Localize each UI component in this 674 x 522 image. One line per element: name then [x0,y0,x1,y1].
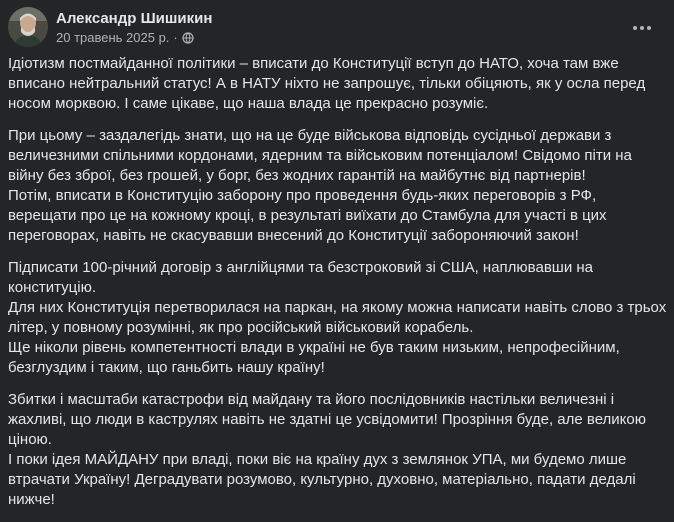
post-text-line: безглуздим і таким, що ганьбить нашу країну! [8,359,325,376]
post-body [8,54,667,522]
post-paragraph [8,390,663,510]
author-name[interactable]: Александр Шишикин [56,9,213,27]
post-text-line: При цьому – заздалегідь знати, що на це буде військова відповідь сусідньої держави з [8,127,612,144]
post-text-line: втрачати Україну! Деградувати розумово, культурно, духовно, матеріально, падати дедалі [8,471,636,488]
post-text-line: ціною. [8,431,52,448]
post-text-line: вписано нейтральний статус! А в НАТУ ніхто не запрошує, тільки обіцяють, як у осла перед [8,75,646,92]
meta-separator: · [173,29,178,45]
post-text-line: Ще ніколи рівень компетентності влади в україні не був таким низьким, непрофесійним, [8,339,620,356]
post-text-line: Потім, вписати в Конституцію заборону про проведення будь-яких переговорів з РФ, [8,187,597,204]
post-date[interactable]: 20 травень 2025 р. [56,29,170,45]
post-text-line: нижче! [8,491,55,508]
post-text-line: переговорах, навіть не скасувавши внесений до Конституції забороняючий закон! [8,227,579,244]
post-text-line: величезними спільними кордонами, ядерним та військовим потенціалом! Свідомо піти на [8,147,632,164]
post-meta [56,30,212,46]
post-text-line: Підписати 100-річний договір з англійцями та безстроковий зі США, наплювавши на [8,259,593,276]
post-text-line: конституцію. [8,279,96,296]
post-text-line: Ідіотизм постмайданної політики – вписати до Конституції вступ до НАТО, хоча там вже [8,55,619,72]
avatar-image [8,7,48,47]
post-text-line: Збитки і масштаби катастрофи від майдану та його послідовників настільки величезні і [8,391,615,408]
post-text-line: літер, у повному розумінні, як про російський військовий корабель. [8,319,474,336]
post-text-line: носом морквою. І саме цікаве, що наша влада це прекрасно розуміє. [8,95,489,112]
post-header [8,4,212,50]
author-block [56,9,212,46]
globe-icon[interactable] [182,32,194,44]
more-options-dot [647,26,651,30]
more-options-dot [640,26,644,30]
post-paragraph [8,126,663,246]
post-text-line: жахливі, що люди в каструлях навіть не здатні це усвідомити! Прозріння буде, але великою [8,411,647,428]
more-options-icon [633,26,637,30]
post-text-line: верещати про це на кожному кроці, в результаті виїхати до Стамбула для участі в цих [8,207,607,224]
post-paragraph [8,54,663,114]
more-options-button[interactable] [624,10,660,46]
post-paragraph [8,258,667,378]
author-avatar[interactable] [8,7,48,47]
post-text-line: Для них Конституція перетворилася на паркан, на якому можна написати навіть слово з трьох [8,299,667,316]
post-text-line: війну без зброї, без грошей, у борг, без жодних гарантій на майбутнє від партнерів! [8,167,586,184]
post-text-line: І поки ідея МАЙДАНУ при владі, поки віє на країну дух з землянок УПА, ми будемо лише [8,451,627,468]
